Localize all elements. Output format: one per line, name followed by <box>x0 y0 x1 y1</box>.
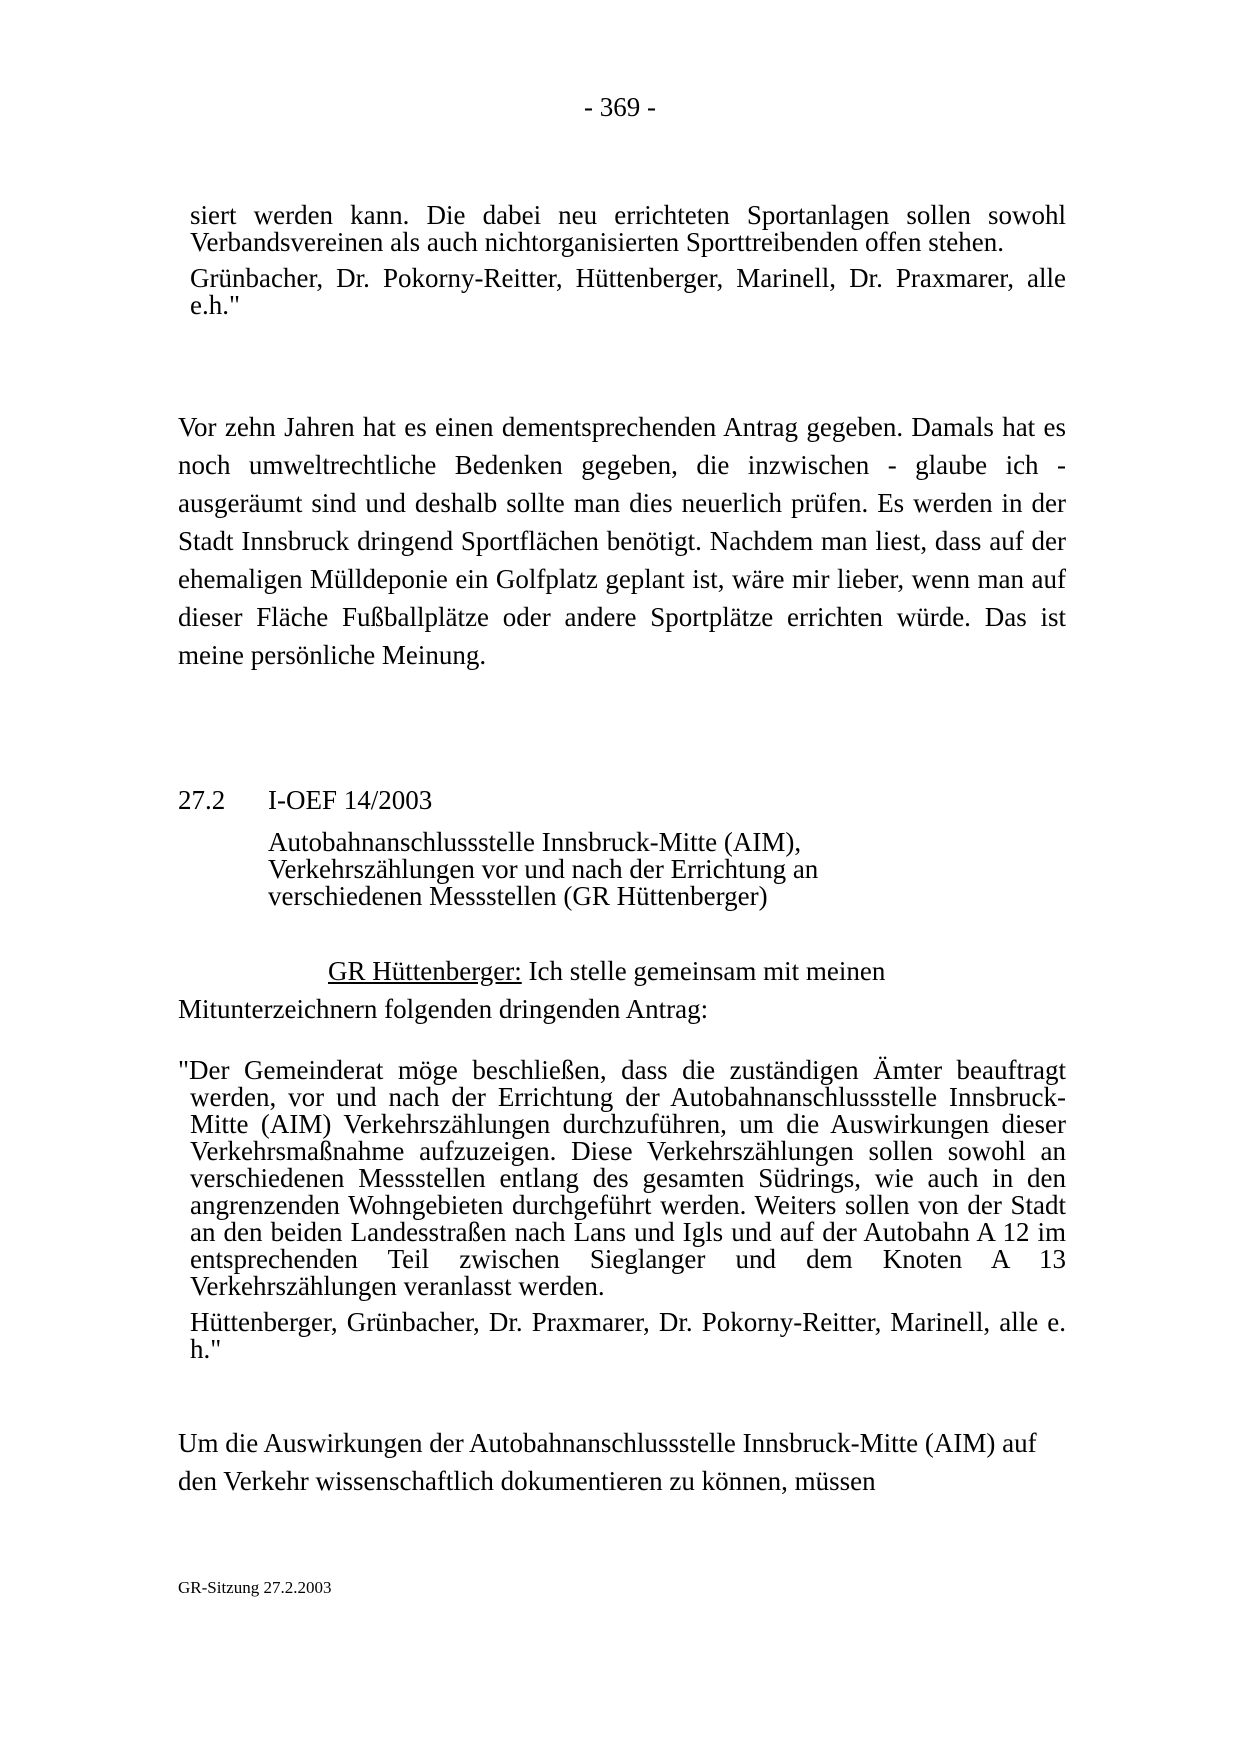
motion-quote-1 <box>190 202 1066 319</box>
page-number: - 369 - <box>584 92 656 122</box>
page-footer: GR-Sitzung 27.2.2003 <box>178 1578 332 1597</box>
motion-2-text: "Der Gemeinderat möge beschließen, dass die zuständigen Ämter beauftragt werden, vor und nach der Errichtung der Autobahnanschlussstelle Innsbruck-Mitte (AIM) Verkehrszählungen durchzuführen, um die Auswirkungen dieser Verkehrsmaßnahme aufzuzeigen. Diese Verkehrszählungen sollen sowohl an verschiedenen Messstellen entlang des gesamten Südrings, wie auch in den angrenzenden Wohngebieten durchgeführt werden. Weiters sollen von der Stadt an den beiden Landesstraßen nach Lans und Igls und auf der Autobahn A 12 im entsprechenden Teil zwischen Sieglanger und dem Knoten A 13 Verkehrszählungen veranlasst werden. <box>178 1055 1066 1301</box>
agenda-item-number: 27.2 <box>178 785 226 815</box>
body-paragraph-1: Vor zehn Jahren hat es einen dementsprechenden Antrag gegeben. Damals hat es noch umweltrechtliche Bedenken gegeben, die inzwischen - glaube ich - ausgeräumt sind und deshalb sollte man dies neuerlich prüfen. Es werden in der Stadt Innsbruck dringend Sportflächen benötigt. Nachdem man liest, dass auf der ehemaligen Mülldeponie ein Golfplatz geplant ist, wäre mir lieber, wenn man auf dieser Fläche Fußballplätze oder andere Sportplätze errichten würde. Das ist meine persönliche Meinung. <box>178 412 1066 670</box>
motion-quote-2 <box>178 1057 1066 1363</box>
motion-2-signatories: Hüttenberger, Grünbacher, Dr. Praxmarer, Dr. Pokorny-Reitter, Marinell, alle e. h." <box>190 1307 1066 1364</box>
motion-1-text: siert werden kann. Die dabei neu errichteten Sportanlagen sollen sowohl Verbandsvereinen als auch nichtorganisierten Sporttreibenden offen stehen. <box>190 200 1066 257</box>
agenda-item-title: Autobahnanschlussstelle Innsbruck-Mitte (AIM), Verkehrszählungen vor und nach der Errichtung an verschiedenen Messstellen (GR Hüttenberger) <box>268 827 819 911</box>
agenda-item-code: I-OEF 14/2003 <box>268 785 433 815</box>
speech-intro <box>178 952 1066 1028</box>
speech-text: Ich stelle gemeinsam mit meinen Mitunterzeichnern folgenden dringenden Antrag: <box>178 956 886 1024</box>
body-paragraph-2: Um die Auswirkungen der Autobahnanschlussstelle Innsbruck-Mitte (AIM) auf den Verkehr wissenschaftlich dokumentieren zu können, müssen <box>178 1428 1037 1496</box>
motion-1-signatories: Grünbacher, Dr. Pokorny-Reitter, Hüttenberger, Marinell, Dr. Praxmarer, alle e.h." <box>190 263 1066 320</box>
speaker-name: GR Hüttenberger: <box>328 956 522 986</box>
